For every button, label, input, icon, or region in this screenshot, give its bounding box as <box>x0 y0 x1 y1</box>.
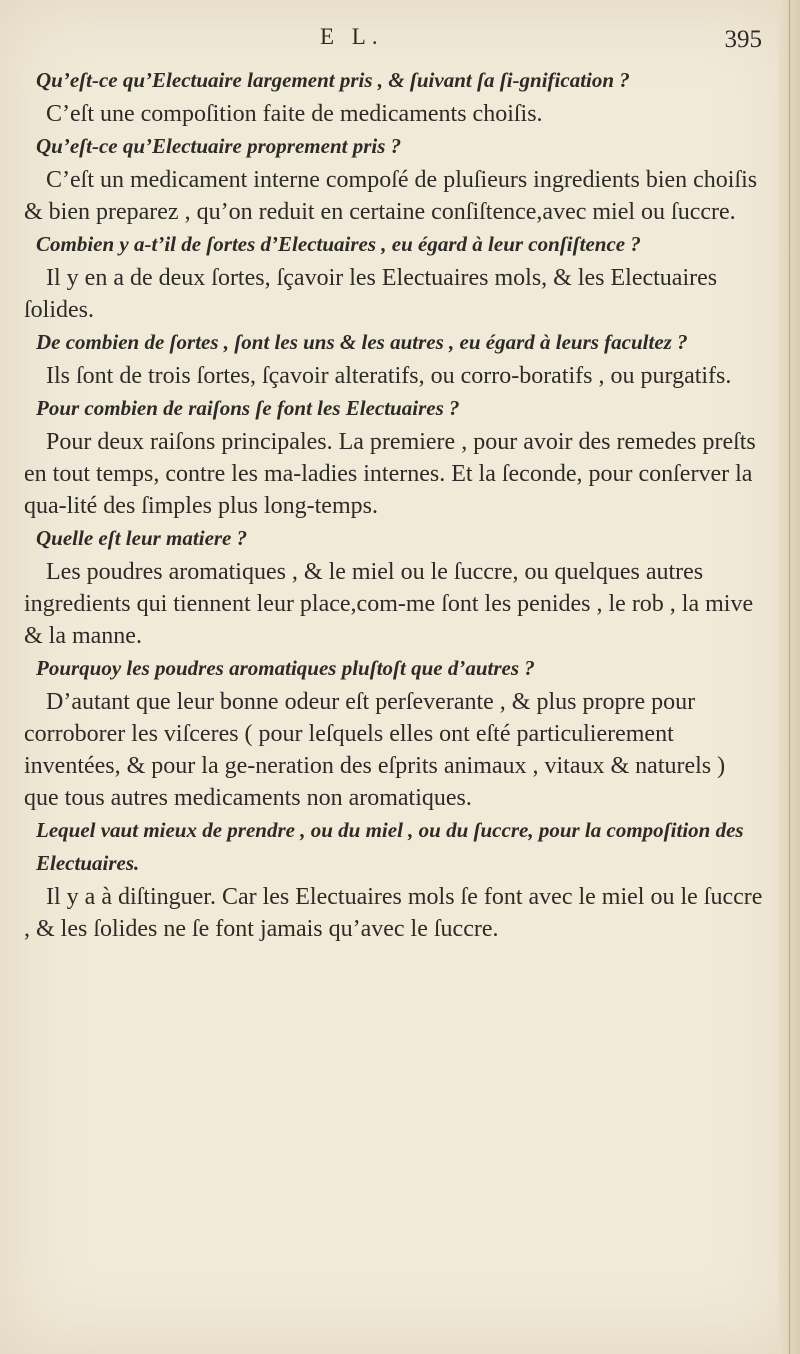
question-6: Quelle eſt leur matiere ? <box>36 526 248 550</box>
question-7: Pourquoy les poudres aromatiques pluſtoſt que d’autres ? <box>36 656 535 680</box>
answer-2: C’eſt un medicament interne compoſé de pluſieurs ingredients bien choiſis & bien preparez , qu’on reduit en certaine conſiſtence,avec miel ou ſuccre. <box>24 167 758 225</box>
question-2: Qu’eſt-ce qu’Electuaire proprement pris ? <box>36 134 402 158</box>
page-header <box>0 24 800 64</box>
page-body <box>24 64 764 945</box>
running-head: E L. <box>320 24 384 49</box>
answer-5: Pour deux raiſons principales. La premiere , pour avoir des remedes preſts en tout temps, contre les ma-ladies internes. Et la ſeconde, pour conſerver la qua-lité des ſimples plus long-temps. <box>24 429 756 519</box>
question-1: Qu’eſt-ce qu’Electuaire largement pris , & ſuivant ſa ſi-gnification ? <box>36 68 630 92</box>
page-number: 395 <box>724 26 762 53</box>
page-edge-line <box>789 0 790 1354</box>
answer-1: C’eſt une compoſition faite de medicaments choiſis. <box>46 101 543 127</box>
answer-7: D’autant que leur bonne odeur eſt perſeverante , & plus propre pour corroborer les viſceres ( pour leſquels elles ont eſté particulierement inventées, & pour la ge-neration des eſprits animaux , vitaux & naturels ) que tous autres medicaments non aromatiques. <box>24 689 726 811</box>
question-3: Combien y a-t’il de ſortes d’Electuaires , eu égard à leur conſiſtence ? <box>36 232 641 256</box>
answer-6: Les poudres aromatiques , & le miel ou le ſuccre, ou quelques autres ingredients qui tiennent leur place,com-me ſont les penides , le rob , la mive & la manne. <box>24 559 754 649</box>
answer-8: Il y a à diſtinguer. Car les Electuaires mols ſe font avec le miel ou le ſuccre , & les ſolides ne ſe font jamais qu’avec le ſuccre. <box>24 884 763 942</box>
answer-4: Ils ſont de trois ſortes, ſçavoir alteratifs, ou corro-boratifs , ou purgatifs. <box>46 363 732 389</box>
answer-3: Il y en a de deux ſortes, ſçavoir les Electuaires mols, & les Electuaires ſolides. <box>24 265 718 323</box>
question-4: De combien de ſortes , ſont les uns & les autres , eu égard à leurs facultez ? <box>36 330 688 354</box>
question-8: Lequel vaut mieux de prendre , ou du miel , ou du ſuccre, pour la compoſition des Electuaires. <box>36 818 744 875</box>
question-5: Pour combien de raiſons ſe font les Electuaires ? <box>36 396 460 420</box>
